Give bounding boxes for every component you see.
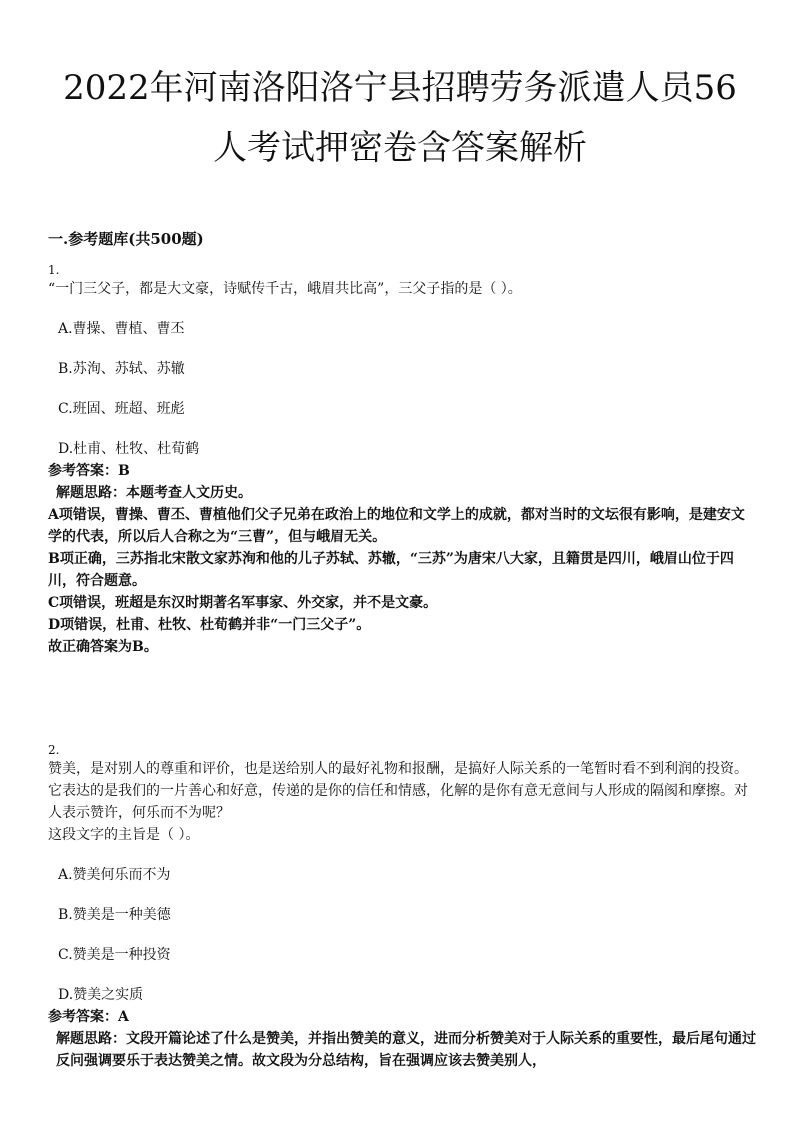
document-title-line-1: 2022年河南洛阳洛宁县招聘劳务派遣人员56 (63, 68, 737, 108)
option-b: B.赞美是一种美德 (58, 907, 171, 923)
question-2 (48, 742, 758, 1072)
analysis-line: D项错误，杜甫、杜牧、杜荀鹤并非“一门三父子”。 (48, 617, 371, 633)
analysis-line: A项错误，曹操、曹丕、曹植他们父子兄弟在政治上的地位和文学上的成就，都对当时的文坛很有影响，是建安文学的代表，所以后人合称之为“三曹”，但与峨眉无关。 (48, 507, 745, 545)
option-d: D.赞美之实质 (58, 987, 144, 1003)
answer-label: 参考答案：B (48, 463, 130, 479)
question-stem: “一门三父子，都是大文豪，诗赋传千古，峨眉共比高”，三父子指的是（ ）。 (48, 281, 522, 297)
answer-label: 参考答案：A (48, 1009, 129, 1025)
question-1 (48, 262, 758, 658)
analysis-line: 解题思路：文段开篇论述了什么是赞美，并指出赞美的意义，进而分析赞美对于人际关系的重要性，最后尾句通过反问强调要乐于表达赞美之情。故文段为分总结构，旨在强调应该去赞美别人， (56, 1031, 756, 1069)
answer-analysis (48, 1028, 758, 1072)
option-c: C.赞美是一种投资 (58, 947, 171, 963)
analysis-line: B项正确，三苏指北宋散文家苏洵和他的儿子苏轼、苏辙，“三苏”为唐宋八大家，且籍贯是四川，峨眉山位于四川，符合题意。 (48, 551, 734, 589)
analysis-line: C项错误，班超是东汉时期著名军事家、外交家，并不是文豪。 (48, 595, 438, 611)
question-number: 2. (48, 743, 60, 757)
analysis-line: 解题思路：本题考查人文历史。 (56, 485, 252, 501)
option-a: A.曹操、曹植、曹丕 (58, 321, 185, 337)
option-d: D.杜甫、杜牧、杜荀鹤 (58, 441, 200, 457)
answer-analysis (48, 482, 758, 658)
option-b: B.苏洵、苏轼、苏辙 (58, 361, 185, 377)
option-a: A.赞美何乐而不为 (58, 867, 171, 883)
analysis-line: 故正确答案为B。 (48, 639, 158, 655)
question-prompt: 这段文字的主旨是（ ）。 (48, 827, 200, 843)
question-stem: 赞美，是对别人的尊重和评价，也是送给别人的最好礼物和报酬，是搞好人际关系的一笔暂时看不到利润的投资。它表达的是我们的一片善心和好意，传递的是你的信任和情感，化解的是你有意无意间与人形成的隔阂和摩擦。对人表示赞许，何乐而不为呢？ (48, 761, 748, 821)
document-title-line-2: 人考试押密卷含答案解析 (213, 128, 587, 168)
question-number: 1. (48, 263, 60, 277)
section-heading: 一.参考题库(共500题) (48, 230, 204, 248)
option-c: C.班固、班超、班彪 (58, 401, 185, 417)
